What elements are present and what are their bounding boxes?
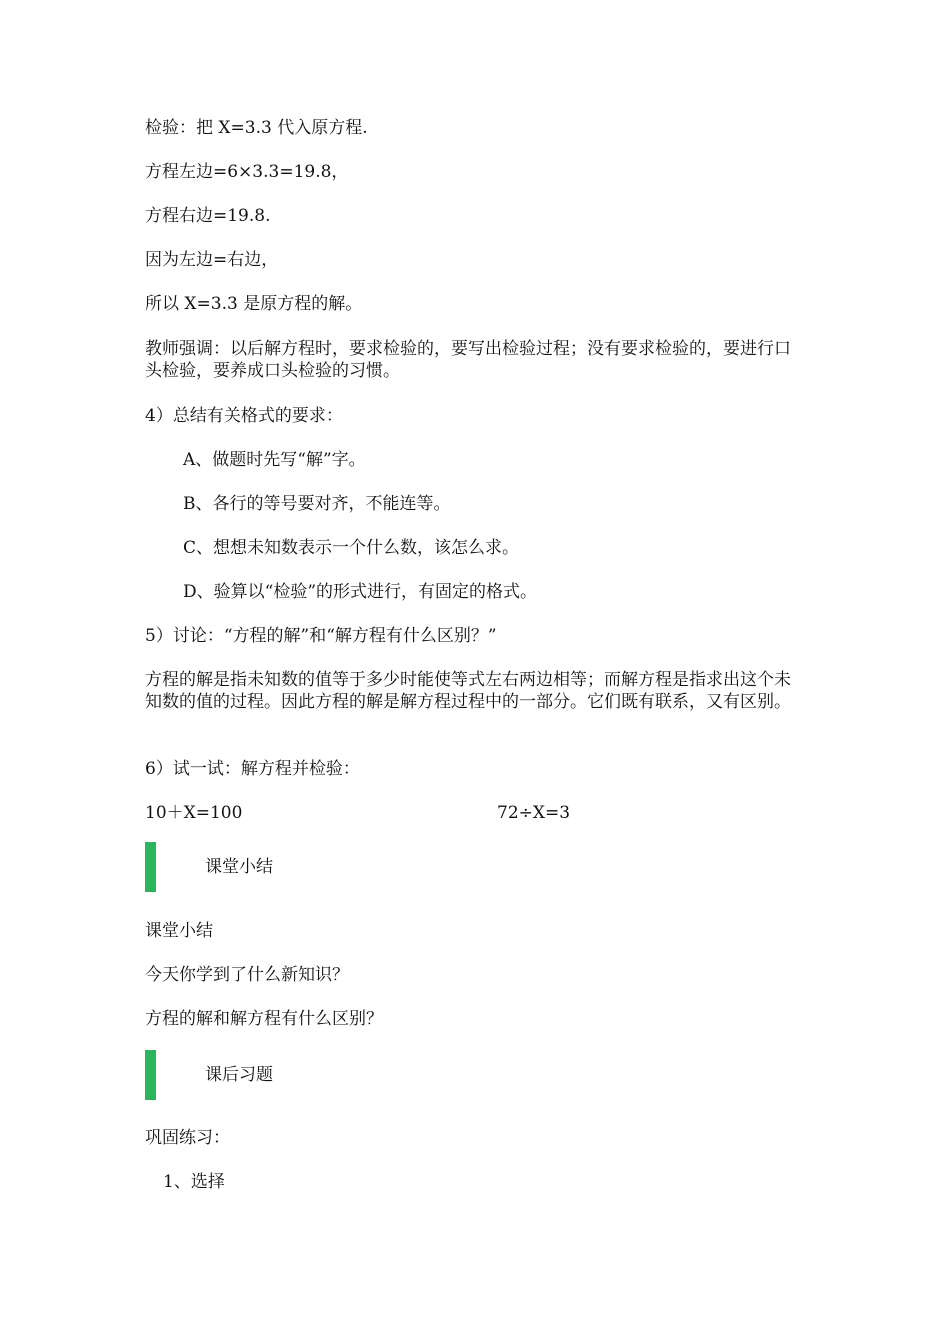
check-line-3: 方程右边=19.8. xyxy=(145,206,271,226)
format-item-d: D、验算以“检验”的形式进行，有固定的格式。 xyxy=(183,582,538,602)
homework-item-1: 1、选择 xyxy=(163,1172,225,1192)
discussion-heading: 5）讨论：“方程的解”和“解方程有什么区别？” xyxy=(145,626,497,646)
check-line-5: 所以 X=3.3 是原方程的解。 xyxy=(145,294,363,314)
check-line-2: 方程左边=6×3.3=19.8， xyxy=(145,162,349,182)
format-item-c: C、想想未知数表示一个什么数，该怎么求。 xyxy=(183,538,520,558)
section-summary-bar xyxy=(145,842,156,892)
check-line-4: 因为左边=右边， xyxy=(145,250,279,270)
section-summary-title: 课堂小结 xyxy=(205,857,273,877)
section-homework-bar xyxy=(145,1050,156,1100)
section-homework-title: 课后习题 xyxy=(205,1065,273,1085)
format-item-a: A、做题时先写“解”字。 xyxy=(183,450,366,470)
teacher-note: 教师强调：以后解方程时，要求检验的，要写出检验过程；没有要求检验的，要进行口头检验，要养成口头检验的习惯。 xyxy=(145,339,791,381)
summary-question-1: 今天你学到了什么新知识？ xyxy=(145,965,349,985)
try-equation-2: 72÷X=3 xyxy=(497,803,571,823)
try-heading: 6）试一试：解方程并检验： xyxy=(145,759,360,779)
format-item-b: B、各行的等号要对齐，不能连等。 xyxy=(183,494,451,514)
discussion-answer: 方程的解是指未知数的值等于多少时能使等式左右两边相等；而解方程是指求出这个未知数的值的过程。因此方程的解是解方程过程中的一部分。它们既有联系，又有区别。 xyxy=(145,670,791,712)
summary-heading: 课堂小结 xyxy=(145,921,213,941)
format-heading: 4）总结有关格式的要求： xyxy=(145,406,343,426)
check-line-1: 检验：把 X=3.3 代入原方程. xyxy=(145,118,368,138)
try-equation-1: 10＋X=100 xyxy=(145,803,243,823)
summary-question-2: 方程的解和解方程有什么区别？ xyxy=(145,1009,383,1029)
homework-heading: 巩固练习： xyxy=(145,1128,230,1148)
